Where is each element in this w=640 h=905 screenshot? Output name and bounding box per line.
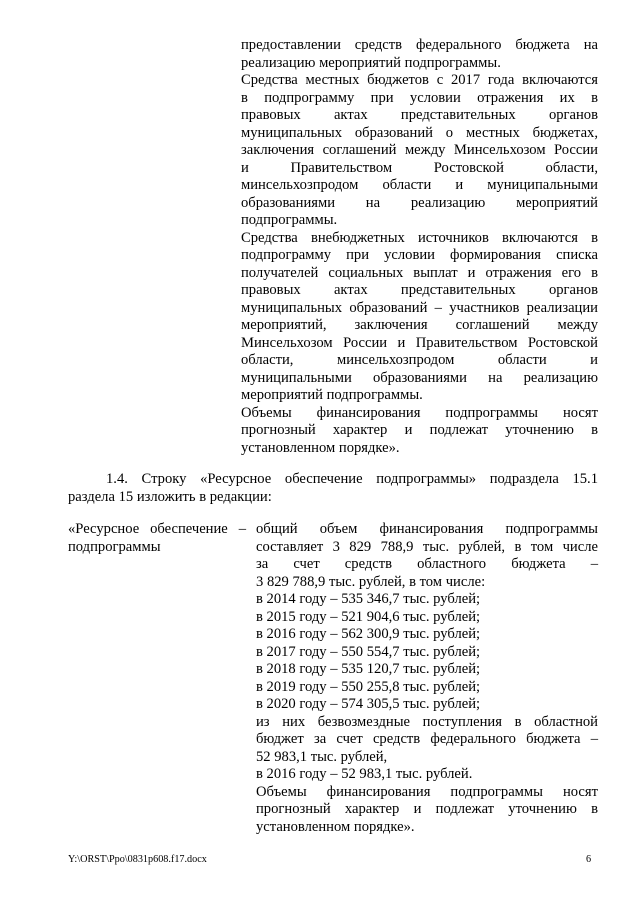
text-line: в 2014 году – 535 346,7 тыс. рублей; bbox=[256, 591, 481, 607]
financing-sources-text bbox=[241, 37, 598, 457]
text-line: области, минсельхозпродом области и bbox=[241, 352, 598, 368]
resource-row-label bbox=[68, 521, 246, 556]
text-line: Объемы финансирования подпрограммы носят bbox=[256, 783, 598, 800]
text-line: установленном порядке». bbox=[241, 439, 400, 456]
text-line: мероприятий, заключения соглашений между bbox=[241, 317, 598, 333]
text-line: мероприятий подпрограммы. bbox=[241, 387, 423, 403]
text-line: в 2015 году – 521 904,6 тыс. рублей; bbox=[256, 608, 481, 625]
text-line: образованиями на реализацию мероприятий bbox=[241, 194, 598, 211]
text-line: прогнозный характер и подлежат уточнению в bbox=[241, 422, 598, 438]
text-line: за счет средств областного бюджета – bbox=[256, 556, 598, 572]
text-line: правовых актах представительных органов bbox=[241, 107, 598, 123]
text-line: 52 983,1 тыс. рублей, bbox=[256, 748, 388, 765]
text-line: предоставлении средств федерального бюджета на bbox=[241, 37, 598, 53]
page-number: 6 bbox=[586, 854, 592, 865]
text-line: раздела 15 изложить в редакции: bbox=[68, 488, 272, 505]
text-line: в 2018 году – 535 120,7 тыс. рублей; bbox=[256, 661, 481, 677]
text-line: минсельхозпродом области и муниципальными bbox=[241, 177, 598, 193]
text-line: составляет 3 829 788,9 тыс. рублей, в том числе bbox=[256, 538, 598, 555]
text-line: в 2019 году – 550 255,8 тыс. рублей; bbox=[256, 678, 481, 695]
text-line: Средства внебюджетных источников включаются в bbox=[241, 229, 598, 246]
text-line: получателей социальных выплат и отражения его в bbox=[241, 264, 598, 281]
text-line: правовых актах представительных органов bbox=[241, 282, 598, 298]
text-line: Средства местных бюджетов с 2017 года включаются bbox=[241, 72, 598, 88]
text-line: прогнозный характер и подлежат уточнению в bbox=[256, 801, 598, 817]
text-line: подпрограмму при условии формирования списка bbox=[241, 247, 598, 263]
footer-file-path: Y:\ORST\Ppo\0831p608.f17.docx bbox=[68, 854, 207, 865]
text-line: реализацию мероприятий подпрограммы. bbox=[241, 54, 501, 71]
paragraph-1-4 bbox=[68, 471, 598, 506]
text-line: «Ресурсное обеспечение – bbox=[68, 521, 246, 537]
text-line: и Правительством Ростовской области, bbox=[241, 159, 598, 176]
text-line: в 2016 году – 52 983,1 тыс. рублей. bbox=[256, 766, 473, 782]
text-line: в 2017 году – 550 554,7 тыс. рублей; bbox=[256, 643, 481, 660]
text-line: муниципальными образованиями на реализацию bbox=[241, 369, 598, 386]
text-line: из них безвозмездные поступления в областной bbox=[256, 713, 598, 730]
text-line: 1.4. Строку «Ресурсное обеспечение подпрограммы» подраздела 15.1 bbox=[106, 471, 598, 487]
text-line: подпрограммы bbox=[68, 538, 161, 555]
text-line: муниципальных образований – участников реализации bbox=[241, 299, 598, 316]
text-line: подпрограммы. bbox=[241, 212, 338, 228]
text-line: в подпрограмму при условии отражения их в bbox=[241, 89, 598, 106]
text-line: муниципальных образований о местных бюджетах, bbox=[241, 124, 598, 141]
text-line: Объемы финансирования подпрограммы носят bbox=[241, 404, 598, 421]
text-line: заключения соглашений между Минсельхозом России bbox=[241, 142, 598, 158]
text-line: 3 829 788,9 тыс. рублей, в том числе: bbox=[256, 573, 486, 590]
text-line: общий объем финансирования подпрограммы bbox=[256, 521, 598, 537]
text-line: установленном порядке». bbox=[256, 818, 415, 835]
text-line: в 2020 году – 574 305,5 тыс. рублей; bbox=[256, 696, 481, 712]
text-line: бюджет за счет средств федерального бюджета – bbox=[256, 731, 598, 747]
resource-row-content bbox=[256, 521, 598, 836]
text-line: Минсельхозом России и Правительством Ростовской bbox=[241, 334, 598, 351]
text-line: в 2016 году – 562 300,9 тыс. рублей; bbox=[256, 626, 481, 642]
